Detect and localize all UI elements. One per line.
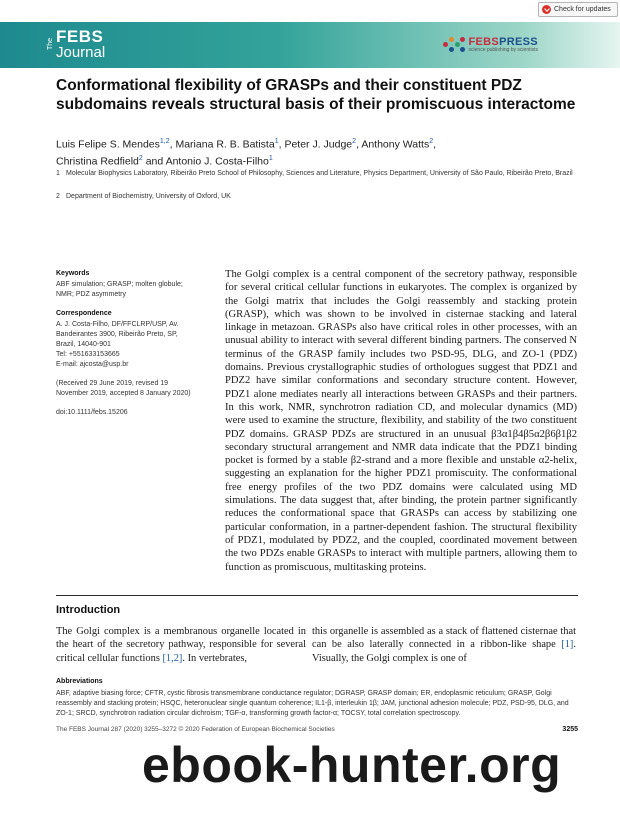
febs-journal-logo (47, 27, 106, 61)
abstract: The Golgi complex is a central component of the secretory pathway, responsible for several critical cellular functions in eukaryotes. The complex is organized by the Golgi matrix that includes the Golgi reassembly and stacking protein (GRASP), which was shown to be involved in cisternae stacking and lateral linkage in metazoan. GRASPs also have critical roles in other processes, with an unusual ability to interact with several different binding partners. The conserved N terminus of the GRASP family includes two PSD-95, DLG, and ZO-1 (PDZ) domains. Previous crystallographic studies of orthologues suggest that PDZ1 and PDZ2 have similar conformations and secondary structure content. However, PDZ1 alone mediates nearly all interactions between GRASPs and their partners. In this work, NMR, synchrotron radiation CD, and molecular dynamics (MD) were used to examine the structure, flexibility, and stability of the two constituent PDZ domains. GRASP PDZs are structured in an unusual β3α1β4β5α2β6β1β2 secondary structural arrangement and NMR data indicate that the PDZ1 binding pocket is formed by a stable β2-strand and a more flexible and unstable α2-helix, suggesting an explanation for the higher PDZ1 promiscuity. The conformational free energy profiles of the two PDZ domains were calculated using MD simulations. The data suggest that, after binding, the protein partner significantly reduces the conformational space that GRASPs can access by stabilizing one particular conformation, in a partner-dependent fashion. The structural flexibility of PDZ1, modulated by PDZ2, and the coupled, coordinated movement between the two PDZs enable GRASPs to interact with multiple partners, allowing them to function as promiscuous, multitasking proteins. (225, 269, 577, 573)
reference-link[interactable]: [1,2] (162, 652, 183, 664)
author-affiliation-sup: 2 (138, 154, 143, 162)
journal-banner (0, 22, 620, 68)
received-block (56, 379, 216, 399)
author-name: Christina Redfield (56, 155, 139, 167)
affiliation-text: Molecular Biophysics Laboratory, Ribeirão Preto School of Philosophy, Sciences and Literature, Physics Department, University of São Paulo, Ribeirão Preto, Brazil (66, 170, 573, 177)
intro-right-text-end: . Visually, the Golgi complex is one of (312, 639, 576, 664)
author-affiliation-sup: 2 (429, 138, 434, 145)
reference-link[interactable]: [1] (561, 639, 574, 651)
introduction-heading: Introduction (56, 604, 121, 616)
author-name: Luis Felipe S. Mendes (56, 138, 160, 151)
correspondence-text: A. J. Costa-Filho, DF/FFCLRP/USP, Av. Bandeirantes 3900, Ribeirão Preto, SP, Brazil, 14040-901 Tel: +551633153665 E-mail: ajcosta@usp.br (56, 321, 179, 368)
author-name: Mariana R. B. Batista (175, 138, 275, 151)
doi-link: doi:10.1111/febs.15206 (56, 409, 128, 416)
logo-journal: Journal (56, 44, 106, 61)
article-sidebar (56, 269, 216, 427)
author-affiliation-sup: 1,2 (159, 138, 170, 145)
received-dates: (Received 29 June 2019, revised 19 November 2019, accepted 8 January 2020) (56, 380, 191, 397)
article-title: Conformational flexibility of GRASPs and their constituent PDZ subdomains reveals structural basis of their promiscuous interactome (56, 77, 576, 113)
abbreviations-heading: Abbreviations (56, 678, 103, 685)
affiliation-number: 1 (56, 170, 60, 177)
page-number: 3255 (562, 726, 578, 733)
footer-citation: The FEBS Journal 287 (2020) 3255–3272 © 2020 Federation of European Biochemical Societies (56, 726, 335, 733)
affiliation-2 (56, 192, 576, 202)
author-list: Luis Felipe S. Mendes$^{1,2}$, Mariana R. B. Batista$^1$, Peter J. Judge$^2$, Anthony Watts$^2$, Christina Redfield$^2$ and Antonio J. Costa-Filho$^1$ (56, 138, 437, 167)
press-brand-a: FEBS (468, 36, 500, 48)
author-name: Peter J. Judge (284, 138, 353, 151)
intro-left-text-end: . In vertebrates, (182, 652, 248, 664)
author-name: Anthony Watts (361, 138, 430, 151)
author-affiliation-sup: 1 (274, 138, 279, 145)
keywords-heading: Keywords (56, 270, 90, 277)
abbreviations-block (56, 677, 578, 719)
check-for-updates-button[interactable] (538, 2, 618, 17)
author-affiliation-sup: 1 (268, 154, 273, 162)
check-for-updates-label: Check for updates (554, 6, 611, 13)
keywords-text: ABF simulation; GRASP; molten globule; NMR; PDZ asymmetry (56, 281, 183, 298)
press-name (469, 37, 538, 53)
affiliation-number: 2 (56, 193, 60, 200)
febs-press-logo (443, 36, 538, 54)
correspondence-heading: Correspondence (56, 310, 112, 317)
introduction-column-left (56, 625, 306, 665)
affiliation-text: Department of Biochemistry, University of Oxford, UK (66, 193, 231, 200)
intro-right-text: this organelle is assembled as a stack of flattened cisternae that can be also laterally connected in a ribbon-like shape (312, 626, 576, 651)
doi-block (56, 408, 216, 418)
author-affiliation-sup: 2 (352, 138, 357, 145)
intro-left-text: The Golgi complex is a membranous organelle located in the heart of the secretory pathway, responsible for several critical cellular functions (56, 626, 306, 664)
affiliation-1 (56, 169, 576, 179)
press-brand-b: PRESS (499, 36, 538, 48)
logo-febs: FEBS (56, 27, 104, 46)
introduction-column-right (312, 625, 576, 665)
abbreviations-text: ABF, adaptive biasing force; CFTR, cystic fibrosis transmembrane conductance regulator; DGRASP, GRASP domain; ER, endoplasmic reticulum; GRASP, Golgi reassembly and stacking protein; HSQC, heteronuclear single quantum coherence; IL1-β, interleukin 1β; JAM, junctional adhesion molecule; PDZ, PSD-95, DLG, and ZO-1; SRCD, synchrotron radiation circular dichroism; TGF-α, transforming growth factor-α; TOCSY, total correlation spectroscopy. (56, 690, 569, 717)
section-divider (56, 595, 578, 596)
check-icon (542, 5, 551, 14)
press-tagline: science publishing by scientists (468, 47, 538, 53)
author-name: Antonio J. Costa-Filho (165, 155, 269, 167)
logo-the: The (47, 37, 54, 50)
watermark: ebook-hunter.org (142, 737, 562, 793)
febs-press-dots-icon (443, 36, 465, 54)
page-footer (56, 726, 578, 733)
correspondence-block (56, 309, 216, 370)
keywords-block (56, 269, 216, 300)
